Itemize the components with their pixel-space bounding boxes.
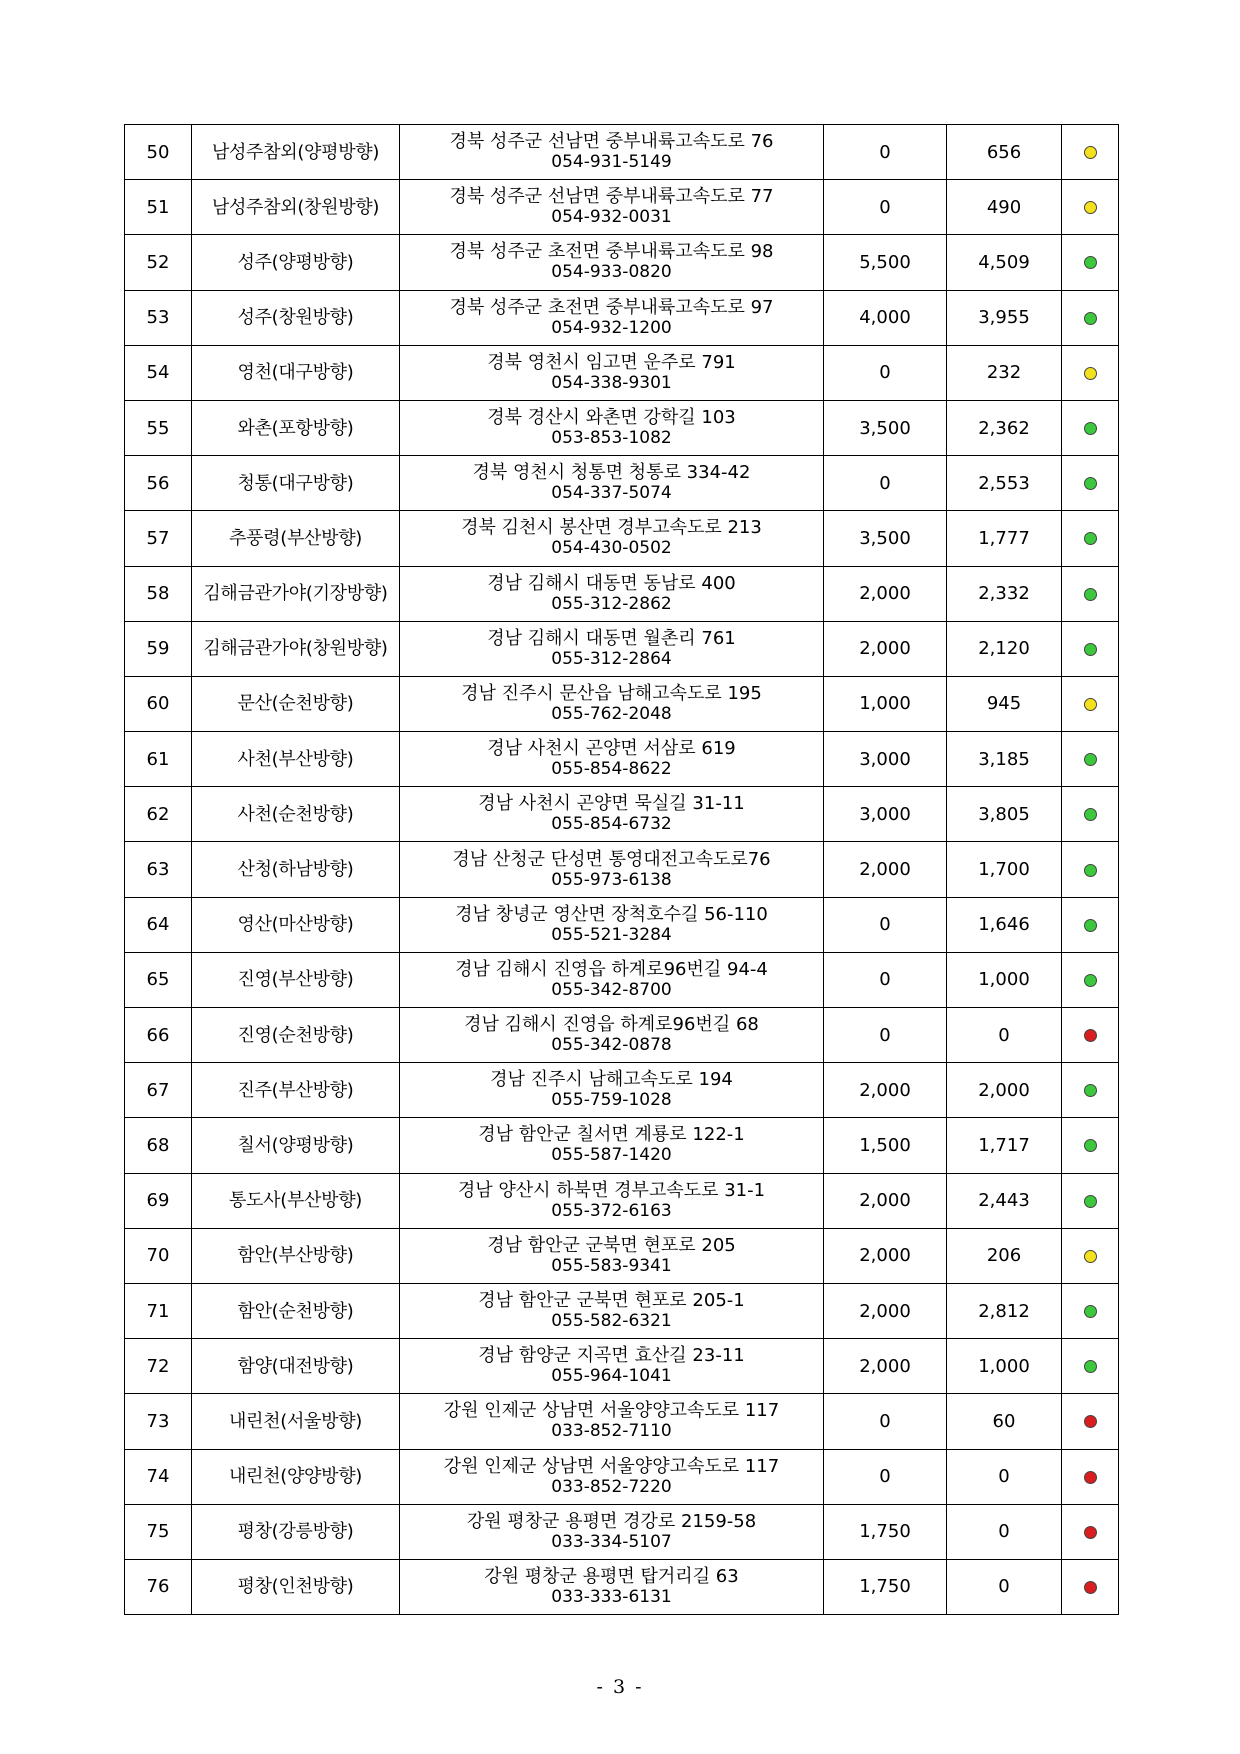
table-row — [125, 1504, 1119, 1559]
table-row — [125, 235, 1119, 290]
address-cell — [400, 345, 824, 400]
status-dot-icon — [1084, 1526, 1097, 1539]
value-b: 2,443 — [947, 1173, 1062, 1228]
value-b: 2,553 — [947, 456, 1062, 511]
rest-area-table — [124, 124, 1119, 1615]
status-dot-icon — [1084, 1139, 1097, 1152]
table-row — [125, 897, 1119, 952]
row-number: 71 — [125, 1283, 192, 1338]
address-text: 경남 함안군 군북면 현포로 205 — [487, 1234, 736, 1256]
phone-number: 054-932-0031 — [551, 207, 672, 228]
status-dot-icon — [1084, 1250, 1097, 1263]
status-dot-icon — [1084, 1084, 1097, 1097]
address-text: 경북 성주군 선남면 중부내륙고속도로 77 — [449, 186, 774, 208]
address-text: 경남 김해시 대동면 동남로 400 — [487, 572, 736, 594]
status-dot-icon — [1084, 919, 1097, 932]
status-dot-icon — [1084, 477, 1097, 490]
phone-number: 055-521-3284 — [551, 924, 672, 945]
value-a: 0 — [824, 180, 947, 235]
phone-number: 055-973-6138 — [551, 869, 672, 890]
value-b: 3,805 — [947, 787, 1062, 842]
rest-area-name: 추풍령(부산방향) — [192, 511, 400, 566]
value-b: 1,717 — [947, 1118, 1062, 1173]
table-row — [125, 621, 1119, 676]
status-cell — [1062, 566, 1119, 621]
status-cell — [1062, 456, 1119, 511]
address-cell — [400, 511, 824, 566]
rest-area-name: 진주(부산방향) — [192, 1063, 400, 1118]
address-text: 경북 성주군 선남면 중부내륙고속도로 76 — [449, 131, 774, 153]
rest-area-name: 영산(마산방향) — [192, 897, 400, 952]
row-number: 57 — [125, 511, 192, 566]
address-text: 강원 인제군 상남면 서울양양고속도로 117 — [443, 1455, 780, 1477]
value-b: 1,700 — [947, 842, 1062, 897]
value-a: 2,000 — [824, 1063, 947, 1118]
address-cell — [400, 1394, 824, 1449]
address-cell — [400, 1559, 824, 1614]
address-cell — [400, 1008, 824, 1063]
value-a: 1,500 — [824, 1118, 947, 1173]
status-cell — [1062, 1118, 1119, 1173]
value-a: 0 — [824, 897, 947, 952]
row-number: 61 — [125, 732, 192, 787]
value-b: 2,362 — [947, 400, 1062, 455]
phone-number: 055-964-1041 — [551, 1366, 672, 1387]
address-text: 강원 평창군 용평면 경강로 2159-58 — [466, 1510, 757, 1532]
row-number: 75 — [125, 1504, 192, 1559]
rest-area-name: 남성주참외(창원방향) — [192, 180, 400, 235]
status-dot-icon — [1084, 698, 1097, 711]
row-number: 73 — [125, 1394, 192, 1449]
status-dot-icon — [1084, 422, 1097, 435]
status-cell — [1062, 897, 1119, 952]
row-number: 51 — [125, 180, 192, 235]
value-b: 3,955 — [947, 290, 1062, 345]
phone-number: 054-338-9301 — [551, 372, 672, 393]
status-cell — [1062, 290, 1119, 345]
rest-area-name: 함양(대전방향) — [192, 1339, 400, 1394]
row-number: 58 — [125, 566, 192, 621]
table-row — [125, 1339, 1119, 1394]
row-number: 60 — [125, 676, 192, 731]
value-a: 5,500 — [824, 235, 947, 290]
row-number: 56 — [125, 456, 192, 511]
row-number: 66 — [125, 1008, 192, 1063]
phone-number: 055-312-2862 — [551, 593, 672, 614]
address-text: 강원 인제군 상남면 서울양양고속도로 117 — [443, 1400, 780, 1422]
status-cell — [1062, 787, 1119, 842]
address-cell — [400, 180, 824, 235]
address-text: 경남 함양군 지곡면 효산길 23-11 — [478, 1345, 745, 1367]
address-cell — [400, 400, 824, 455]
row-number: 68 — [125, 1118, 192, 1173]
value-a: 3,000 — [824, 787, 947, 842]
row-number: 55 — [125, 400, 192, 455]
address-cell — [400, 787, 824, 842]
rest-area-name: 내린천(서울방향) — [192, 1394, 400, 1449]
rest-area-name: 통도사(부산방향) — [192, 1173, 400, 1228]
status-cell — [1062, 1173, 1119, 1228]
address-text: 경남 함안군 칠서면 계룡로 122-1 — [478, 1124, 745, 1146]
value-b: 232 — [947, 345, 1062, 400]
row-number: 53 — [125, 290, 192, 345]
address-cell — [400, 1504, 824, 1559]
value-a: 3,500 — [824, 511, 947, 566]
value-a: 2,000 — [824, 842, 947, 897]
table-row — [125, 732, 1119, 787]
value-b: 0 — [947, 1008, 1062, 1063]
address-text: 경남 사천시 곤양면 묵실길 31-11 — [478, 793, 745, 815]
row-number: 50 — [125, 125, 192, 180]
phone-number: 055-312-2864 — [551, 648, 672, 669]
address-text: 경북 영천시 임고면 운주로 791 — [487, 351, 736, 373]
table-row — [125, 180, 1119, 235]
phone-number: 055-342-8700 — [551, 979, 672, 1000]
value-a: 0 — [824, 456, 947, 511]
rest-area-name: 내린천(양양방향) — [192, 1449, 400, 1504]
value-b: 0 — [947, 1449, 1062, 1504]
phone-number: 055-854-8622 — [551, 759, 672, 780]
address-cell — [400, 1339, 824, 1394]
status-dot-icon — [1084, 808, 1097, 821]
table-row — [125, 1394, 1119, 1449]
status-cell — [1062, 952, 1119, 1007]
status-dot-icon — [1084, 753, 1097, 766]
phone-number: 055-583-9341 — [551, 1255, 672, 1276]
address-cell — [400, 566, 824, 621]
table-row — [125, 1449, 1119, 1504]
value-a: 0 — [824, 125, 947, 180]
address-cell — [400, 290, 824, 345]
phone-number: 055-342-0878 — [551, 1035, 672, 1056]
address-cell — [400, 621, 824, 676]
row-number: 59 — [125, 621, 192, 676]
address-cell — [400, 842, 824, 897]
status-cell — [1062, 1559, 1119, 1614]
row-number: 63 — [125, 842, 192, 897]
address-cell — [400, 1449, 824, 1504]
row-number: 67 — [125, 1063, 192, 1118]
address-text: 경남 사천시 곤양면 서삼로 619 — [487, 738, 736, 760]
rest-area-name: 진영(순천방향) — [192, 1008, 400, 1063]
row-number: 70 — [125, 1228, 192, 1283]
status-dot-icon — [1084, 1581, 1097, 1594]
value-a: 0 — [824, 1394, 947, 1449]
row-number: 74 — [125, 1449, 192, 1504]
phone-number: 055-372-6163 — [551, 1200, 672, 1221]
phone-number: 054-931-5149 — [551, 152, 672, 173]
phone-number: 055-582-6321 — [551, 1311, 672, 1332]
address-cell — [400, 1228, 824, 1283]
status-cell — [1062, 511, 1119, 566]
table-row — [125, 842, 1119, 897]
status-cell — [1062, 1504, 1119, 1559]
value-b: 656 — [947, 125, 1062, 180]
phone-number: 055-762-2048 — [551, 703, 672, 724]
status-dot-icon — [1084, 1305, 1097, 1318]
address-cell — [400, 1063, 824, 1118]
value-b: 60 — [947, 1394, 1062, 1449]
address-text: 경남 함안군 군북면 현포로 205-1 — [478, 1290, 745, 1312]
status-cell — [1062, 1063, 1119, 1118]
row-number: 72 — [125, 1339, 192, 1394]
value-b: 2,120 — [947, 621, 1062, 676]
rest-area-name: 영천(대구방향) — [192, 345, 400, 400]
phone-number: 033-852-7220 — [551, 1476, 672, 1497]
value-b: 2,332 — [947, 566, 1062, 621]
row-number: 62 — [125, 787, 192, 842]
status-dot-icon — [1084, 1415, 1097, 1428]
value-b: 2,000 — [947, 1063, 1062, 1118]
value-a: 2,000 — [824, 621, 947, 676]
rest-area-name: 와촌(포항방향) — [192, 400, 400, 455]
address-text: 경북 영천시 청통면 청통로 334-42 — [472, 462, 751, 484]
phone-number: 055-759-1028 — [551, 1090, 672, 1111]
value-a: 3,500 — [824, 400, 947, 455]
address-text: 경남 진주시 남해고속도로 194 — [490, 1069, 733, 1091]
table-row — [125, 1063, 1119, 1118]
table-row — [125, 125, 1119, 180]
address-text: 경남 산청군 단성면 통영대전고속도로76 — [452, 848, 771, 870]
value-a: 1,750 — [824, 1559, 947, 1614]
address-cell — [400, 125, 824, 180]
value-a: 2,000 — [824, 1173, 947, 1228]
table-row — [125, 566, 1119, 621]
value-b: 3,185 — [947, 732, 1062, 787]
status-dot-icon — [1084, 1195, 1097, 1208]
address-text: 경북 성주군 초전면 중부내륙고속도로 98 — [449, 241, 774, 263]
table-body — [125, 125, 1119, 1615]
status-cell — [1062, 621, 1119, 676]
status-cell — [1062, 1449, 1119, 1504]
row-number: 54 — [125, 345, 192, 400]
rest-area-name: 칠서(양평방향) — [192, 1118, 400, 1173]
phone-number: 054-933-0820 — [551, 262, 672, 283]
status-dot-icon — [1084, 312, 1097, 325]
address-text: 경남 김해시 진영읍 하계로96번길 68 — [464, 1014, 759, 1036]
status-cell — [1062, 1394, 1119, 1449]
address-text: 경북 성주군 초전면 중부내륙고속도로 97 — [449, 296, 774, 318]
table-row — [125, 345, 1119, 400]
rest-area-name: 평창(인천방향) — [192, 1559, 400, 1614]
value-a: 0 — [824, 1008, 947, 1063]
status-dot-icon — [1084, 201, 1097, 214]
value-b: 2,812 — [947, 1283, 1062, 1338]
value-a: 0 — [824, 952, 947, 1007]
value-b: 1,646 — [947, 897, 1062, 952]
value-b: 490 — [947, 180, 1062, 235]
rest-area-name: 성주(창원방향) — [192, 290, 400, 345]
status-cell — [1062, 1228, 1119, 1283]
address-text: 경남 김해시 진영읍 하계로96번길 94-4 — [455, 958, 768, 980]
row-number: 64 — [125, 897, 192, 952]
address-text: 경남 진주시 문산읍 남해고속도로 195 — [461, 682, 762, 704]
phone-number: 054-932-1200 — [551, 317, 672, 338]
rest-area-name: 김해금관가야(기장방향) — [192, 566, 400, 621]
status-cell — [1062, 235, 1119, 290]
status-dot-icon — [1084, 532, 1097, 545]
value-b: 4,509 — [947, 235, 1062, 290]
address-cell — [400, 1283, 824, 1338]
rest-area-name: 사천(부산방향) — [192, 732, 400, 787]
address-cell — [400, 732, 824, 787]
status-dot-icon — [1084, 1471, 1097, 1484]
status-cell — [1062, 1339, 1119, 1394]
address-cell — [400, 1118, 824, 1173]
rest-area-name: 진영(부산방향) — [192, 952, 400, 1007]
rest-area-name: 함안(순천방향) — [192, 1283, 400, 1338]
row-number: 65 — [125, 952, 192, 1007]
phone-number: 054-430-0502 — [551, 538, 672, 559]
table-row — [125, 1118, 1119, 1173]
status-dot-icon — [1084, 643, 1097, 656]
rest-area-name: 사천(순천방향) — [192, 787, 400, 842]
page-number: - 3 - — [596, 1676, 644, 1698]
table-row — [125, 1283, 1119, 1338]
value-b: 206 — [947, 1228, 1062, 1283]
rest-area-name: 문산(순천방향) — [192, 676, 400, 731]
rest-area-name: 청통(대구방향) — [192, 456, 400, 511]
table-row — [125, 1228, 1119, 1283]
status-dot-icon — [1084, 146, 1097, 159]
status-dot-icon — [1084, 256, 1097, 269]
table-row — [125, 290, 1119, 345]
status-dot-icon — [1084, 864, 1097, 877]
status-cell — [1062, 125, 1119, 180]
status-dot-icon — [1084, 1360, 1097, 1373]
address-cell — [400, 952, 824, 1007]
rest-area-name: 평창(강릉방향) — [192, 1504, 400, 1559]
address-cell — [400, 676, 824, 731]
rest-area-name: 김해금관가야(창원방향) — [192, 621, 400, 676]
value-a: 1,000 — [824, 676, 947, 731]
address-text: 경북 경산시 와촌면 강학길 103 — [487, 407, 736, 429]
status-cell — [1062, 732, 1119, 787]
rest-area-name: 성주(양평방향) — [192, 235, 400, 290]
status-dot-icon — [1084, 588, 1097, 601]
status-cell — [1062, 180, 1119, 235]
value-b: 1,000 — [947, 952, 1062, 1007]
value-a: 2,000 — [824, 566, 947, 621]
address-text: 경남 창녕군 영산면 장척호수길 56-110 — [455, 903, 768, 925]
address-text: 강원 평창군 용평면 탑거리길 63 — [484, 1565, 739, 1587]
value-a: 4,000 — [824, 290, 947, 345]
phone-number: 055-587-1420 — [551, 1145, 672, 1166]
table-row — [125, 400, 1119, 455]
table-row — [125, 787, 1119, 842]
phone-number: 055-854-6732 — [551, 814, 672, 835]
phone-number: 033-334-5107 — [551, 1531, 672, 1552]
status-dot-icon — [1084, 974, 1097, 987]
address-cell — [400, 1173, 824, 1228]
table-row — [125, 511, 1119, 566]
value-a: 1,750 — [824, 1504, 947, 1559]
table-row — [125, 456, 1119, 511]
value-a: 0 — [824, 1449, 947, 1504]
status-dot-icon — [1084, 367, 1097, 380]
phone-number: 054-337-5074 — [551, 483, 672, 504]
status-cell — [1062, 676, 1119, 731]
status-cell — [1062, 345, 1119, 400]
value-a: 3,000 — [824, 732, 947, 787]
address-cell — [400, 235, 824, 290]
value-b: 0 — [947, 1559, 1062, 1614]
table-row — [125, 1173, 1119, 1228]
status-cell — [1062, 1008, 1119, 1063]
status-cell — [1062, 842, 1119, 897]
value-b: 0 — [947, 1504, 1062, 1559]
value-a: 2,000 — [824, 1228, 947, 1283]
status-dot-icon — [1084, 1029, 1097, 1042]
address-cell — [400, 456, 824, 511]
row-number: 76 — [125, 1559, 192, 1614]
address-cell — [400, 897, 824, 952]
address-text: 경북 김천시 봉산면 경부고속도로 213 — [461, 517, 762, 539]
phone-number: 033-333-6131 — [551, 1586, 672, 1607]
rest-area-name: 함안(부산방향) — [192, 1228, 400, 1283]
row-number: 69 — [125, 1173, 192, 1228]
phone-number: 033-852-7110 — [551, 1421, 672, 1442]
status-cell — [1062, 1283, 1119, 1338]
value-b: 1,777 — [947, 511, 1062, 566]
row-number: 52 — [125, 235, 192, 290]
table-row — [125, 676, 1119, 731]
rest-area-name: 남성주참외(양평방향) — [192, 125, 400, 180]
value-b: 1,000 — [947, 1339, 1062, 1394]
value-a: 0 — [824, 345, 947, 400]
rest-area-name: 산청(하남방향) — [192, 842, 400, 897]
table-row — [125, 1008, 1119, 1063]
address-text: 경남 김해시 대동면 월촌리 761 — [487, 627, 736, 649]
value-b: 945 — [947, 676, 1062, 731]
address-text: 경남 양산시 하북면 경부고속도로 31-1 — [457, 1179, 766, 1201]
status-cell — [1062, 400, 1119, 455]
phone-number: 053-853-1082 — [551, 428, 672, 449]
table-row — [125, 952, 1119, 1007]
table-row — [125, 1559, 1119, 1614]
value-a: 2,000 — [824, 1339, 947, 1394]
value-a: 2,000 — [824, 1283, 947, 1338]
